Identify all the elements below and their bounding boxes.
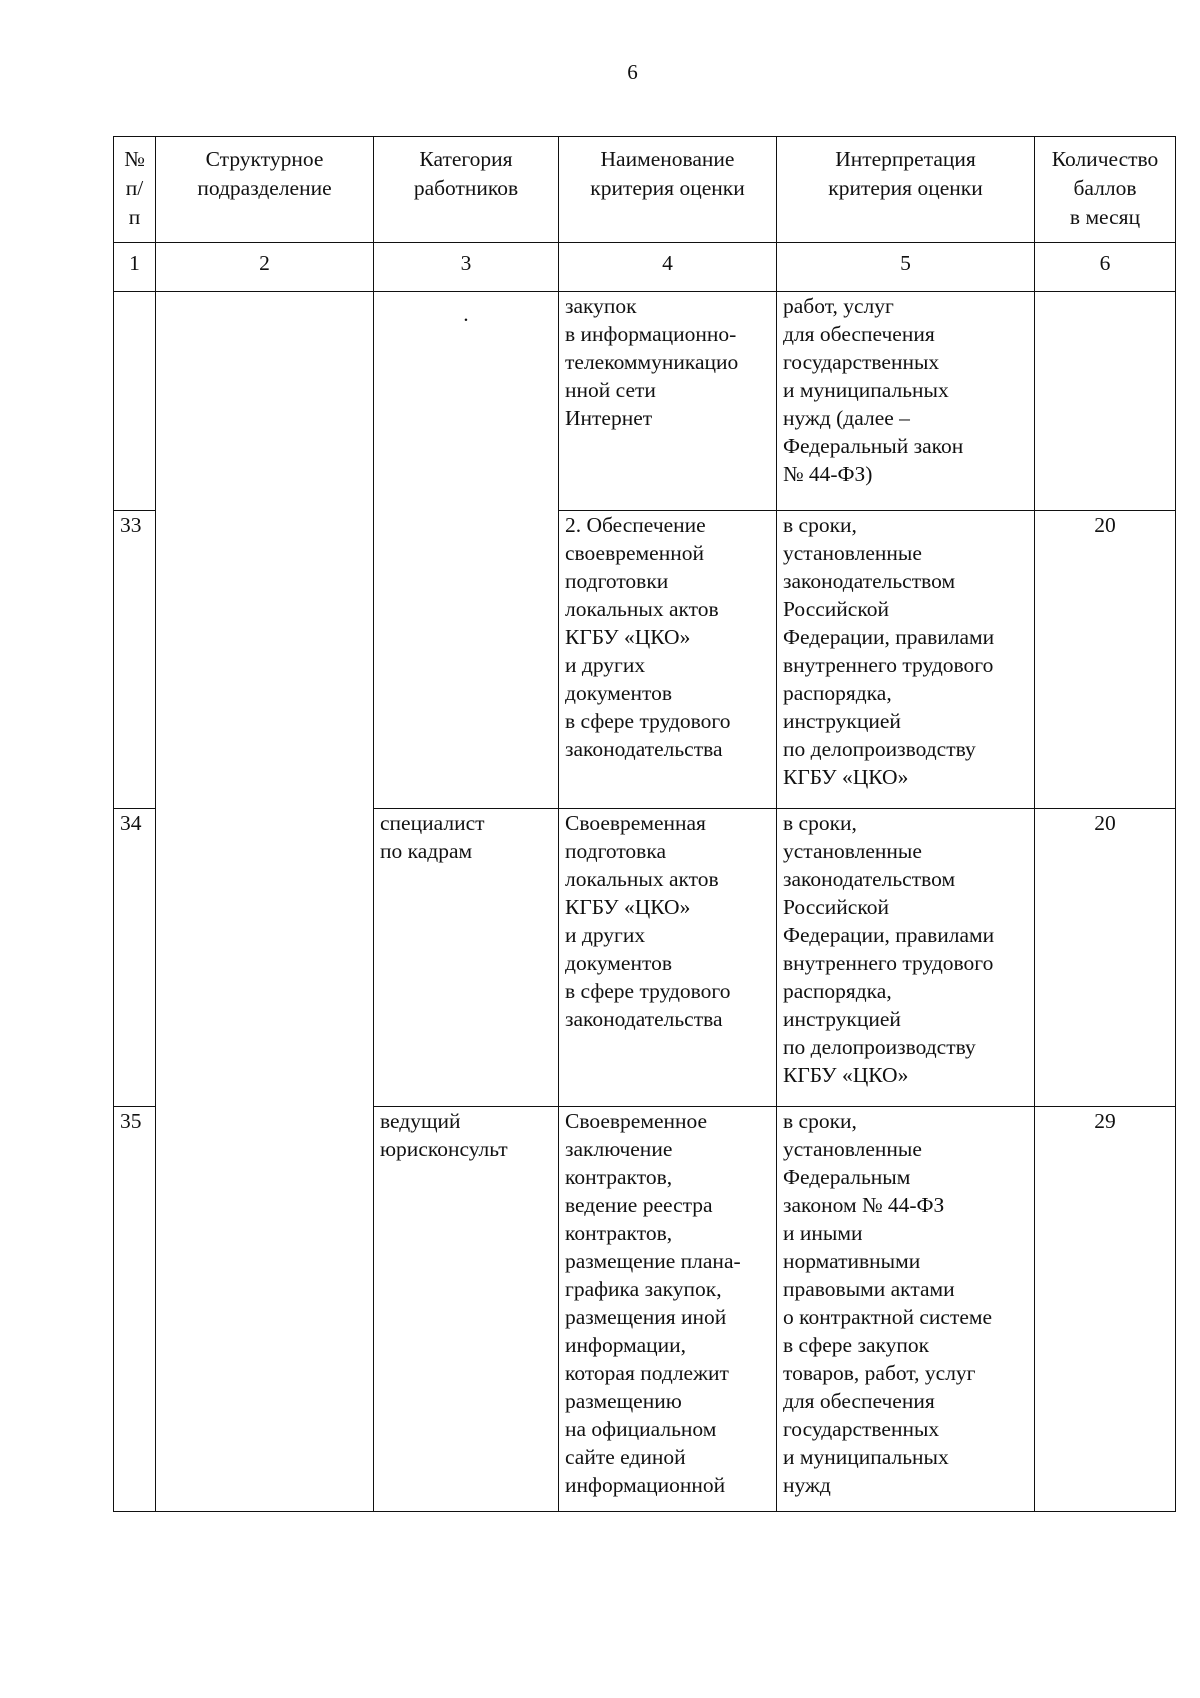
criterion-cell: Своевременное заключение контрактов, ведение реестра контрактов, размещение плана- графика закупок, размещения иной информации, которая подлежит размещению на официальном сайте единой информационной [559,1107,777,1512]
interpretation-cell: в сроки, установленные законодательством Российской Федерации, правилами внутреннего трудового распорядка, инструкцией по делопроизводству КГБУ «ЦКО» [777,511,1035,809]
score-cell: 20 [1035,809,1176,1107]
criterion-cell: 2. Обеспечение своевременной подготовки локальных актов КГБУ «ЦКО» и других документов в сфере трудового законодательства [559,511,777,809]
table-row [114,292,1176,511]
header-no: № п/ п [114,137,156,243]
column-number: 6 [1035,243,1176,292]
score-cell: 29 [1035,1107,1176,1512]
employee-category-cell: ведущий юрисконсульт [374,1107,559,1512]
interpretation-cell: в сроки, установленные законодательством Российской Федерации, правилами внутреннего трудового распорядка, инструкцией по делопроизводству КГБУ «ЦКО» [777,809,1035,1107]
header-points-per-month: Количество баллов в месяц [1035,137,1176,243]
category-mark: · [462,308,470,332]
interpretation-cell: работ, услуг для обеспечения государственных и муниципальных нужд (далее – Федеральный закон № 44-ФЗ) [777,292,1035,511]
column-number: 5 [777,243,1035,292]
column-number: 1 [114,243,156,292]
interpretation-cell: в сроки, установленные Федеральным законом № 44-ФЗ и иными нормативными правовыми актами о контрактной системе в сфере закупок товаров, работ, услуг для обеспечения государственных и муниципальных нужд [777,1107,1035,1512]
score-cell [1035,292,1176,511]
row-number: 34 [114,809,156,1107]
row-number: 33 [114,511,156,809]
column-numbers-row [114,243,1176,292]
table-header-row [114,137,1176,243]
column-number: 3 [374,243,559,292]
page-number: 6 [627,60,638,84]
employee-category-cell: специалист по кадрам [374,809,559,1107]
employee-category-cell [374,292,559,809]
header-criterion-interpretation: Интерпретация критерия оценки [777,137,1035,243]
criterion-cell: закупок в информационно- телекоммуникацио нной сети Интернет [559,292,777,511]
header-structural-unit: Структурное подразделение [156,137,374,243]
column-number: 4 [559,243,777,292]
header-employee-category: Категория работников [374,137,559,243]
row-number: 35 [114,1107,156,1512]
header-criterion-name: Наименование критерия оценки [559,137,777,243]
structural-unit-cell [156,292,374,1512]
evaluation-criteria-table [113,136,1176,1512]
column-number: 2 [156,243,374,292]
row-number [114,292,156,511]
criterion-cell: Своевременная подготовка локальных актов КГБУ «ЦКО» и других документов в сфере трудового законодательства [559,809,777,1107]
score-cell: 20 [1035,511,1176,809]
